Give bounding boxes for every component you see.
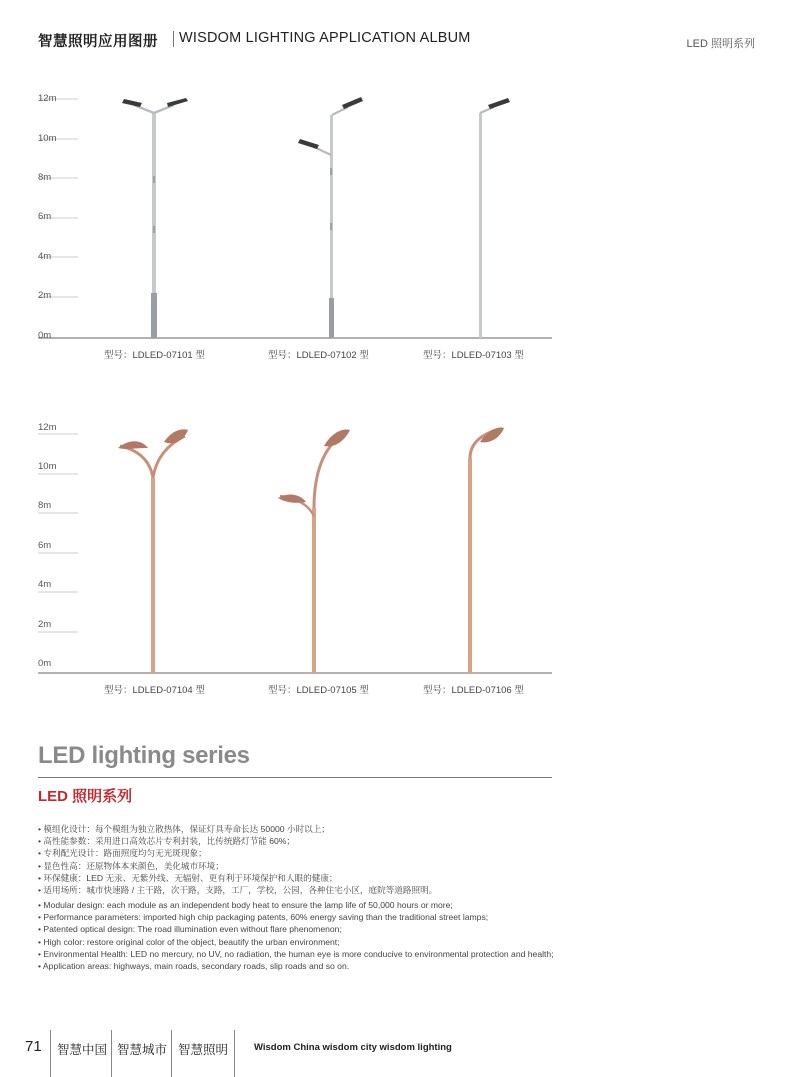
scale-label-6m: 6m: [38, 211, 52, 222]
page-number: 71: [25, 1038, 42, 1055]
model-label-07104: 型号：LDLED-07104 型: [104, 685, 205, 696]
pole-base: [329, 298, 334, 338]
scale-label-8m: 8m: [38, 500, 52, 511]
pole-ldled-07104: [118, 429, 188, 673]
pole-shaft: [330, 115, 333, 298]
feature-en-item: • Performance parameters: imported high chip packaging patents, 60% energy saving than the traditional street lamps;: [38, 912, 489, 923]
model-label-07105: 型号：LDLED-07105 型: [268, 685, 369, 696]
scale-label-0m: 0m: [38, 330, 52, 341]
pole-shaft: [468, 458, 472, 673]
lamp-head-upper: [324, 430, 350, 447]
lamp-head-upper: [342, 97, 363, 109]
pole-ldled-07103: [479, 98, 510, 338]
pole-diagram-silver: [38, 83, 552, 343]
footer-divider: [50, 1030, 51, 1077]
features-en-list: [38, 899, 554, 972]
feature-cn-item: • 高性能参数：采用进口高效芯片专利封装，比传统路灯节能 60%；: [38, 836, 296, 847]
scale-ticks: [38, 434, 552, 673]
footer-tag-city: 智慧城市: [117, 1043, 168, 1057]
pole-base: [151, 293, 157, 338]
section-title-cn: LED 照明系列: [38, 788, 133, 805]
scale-label-8m: 8m: [38, 172, 52, 183]
model-label-07103: 型号：LDLED-07103 型: [423, 350, 524, 361]
scale-label-6m: 6m: [38, 540, 52, 551]
section-title-rule: [38, 777, 552, 778]
lamp-head-right: [167, 98, 188, 107]
header-divider: [173, 31, 174, 47]
pole-ldled-07106: [468, 428, 504, 673]
pole-shaft: [312, 508, 316, 673]
footer-tag-china: 智慧中国: [57, 1043, 108, 1057]
feature-en-item: • Environmental Health: LED no mercury, no UV, no radiation, the human eye is more conducive to environmental protection and health;: [38, 948, 554, 959]
scale-ticks: [38, 99, 552, 338]
footer-divider: [234, 1030, 235, 1077]
pole-shaft: [479, 113, 482, 338]
pole-panel-rose-gold: [38, 418, 552, 678]
model-label-07102: 型号：LDLED-07102 型: [268, 350, 369, 361]
footer-divider: [111, 1030, 112, 1077]
pole-ldled-07102: [298, 97, 363, 338]
feature-cn-item: • 专利配光设计：路面照度均匀无光斑现象；: [38, 848, 207, 859]
header-title-cn: 智慧照明应用图册: [38, 34, 158, 50]
footer-slogan: Wisdom China wisdom city wisdom lighting: [254, 1042, 452, 1053]
lamp-head-left: [122, 99, 142, 107]
header-series-label: LED 照明系列: [686, 38, 755, 50]
footer-divider: [171, 1030, 172, 1077]
pole-shaft: [152, 113, 156, 293]
feature-cn-item: • 显色性高：还原物体本来颜色，美化城市环境；: [38, 860, 224, 871]
scale-label-12m: 12m: [38, 93, 57, 104]
scale-label-12m: 12m: [38, 422, 57, 433]
features-cn-list: [38, 823, 558, 896]
model-label-07101: 型号：LDLED-07101 型: [104, 350, 205, 361]
scale-label-10m: 10m: [38, 133, 57, 144]
feature-en-item: • Application areas: highways, main roads, secondary roads, slip roads and so on.: [38, 961, 350, 972]
pole-ldled-07101: [122, 98, 188, 338]
lamp-head: [488, 98, 510, 109]
feature-en-item: • Patented optical design: The road illumination even without flare phenomenon;: [38, 924, 342, 935]
scale-label-4m: 4m: [38, 579, 52, 590]
feature-cn-item: • 环保健康：LED 无汞、无紫外线、无辐射、更有利于环境保护和人眼的健康；: [38, 872, 338, 883]
model-label-07106: 型号：LDLED-07106 型: [423, 685, 524, 696]
scale-label-2m: 2m: [38, 619, 52, 630]
scale-label-10m: 10m: [38, 461, 57, 472]
feature-cn-item: • 模组化设计：每个模组为独立散热体，保证灯具寿命长达 50000 小时以上；: [38, 824, 330, 834]
scale-label-4m: 4m: [38, 251, 52, 262]
scale-label-0m: 0m: [38, 658, 52, 669]
header-title-en: WISDOM LIGHTING APPLICATION ALBUM: [179, 30, 471, 46]
pole-panel-silver: [38, 83, 552, 343]
pole-diagram-rose-gold: [38, 418, 552, 678]
feature-en-item: • High color: restore original color of the object, beautify the urban environment;: [38, 936, 340, 947]
lamp-head-left: [118, 441, 148, 449]
footer-tag-lighting: 智慧照明: [178, 1043, 229, 1057]
scale-label-2m: 2m: [38, 290, 52, 301]
pole-ldled-07105: [278, 430, 350, 673]
lamp-head-lower: [298, 139, 319, 149]
feature-en-item: • Modular design: each module as an independent body heat to ensure the lamp life of 50,000 hours or more;: [38, 900, 453, 910]
feature-cn-item: • 适用场所：城市快速路 / 主干路，次干路，支路，工厂，学校，公园，各种住宅小区，庭院等道路照明。: [38, 885, 438, 896]
section-title-en: LED lighting series: [38, 742, 250, 769]
pole-shaft: [151, 478, 155, 673]
